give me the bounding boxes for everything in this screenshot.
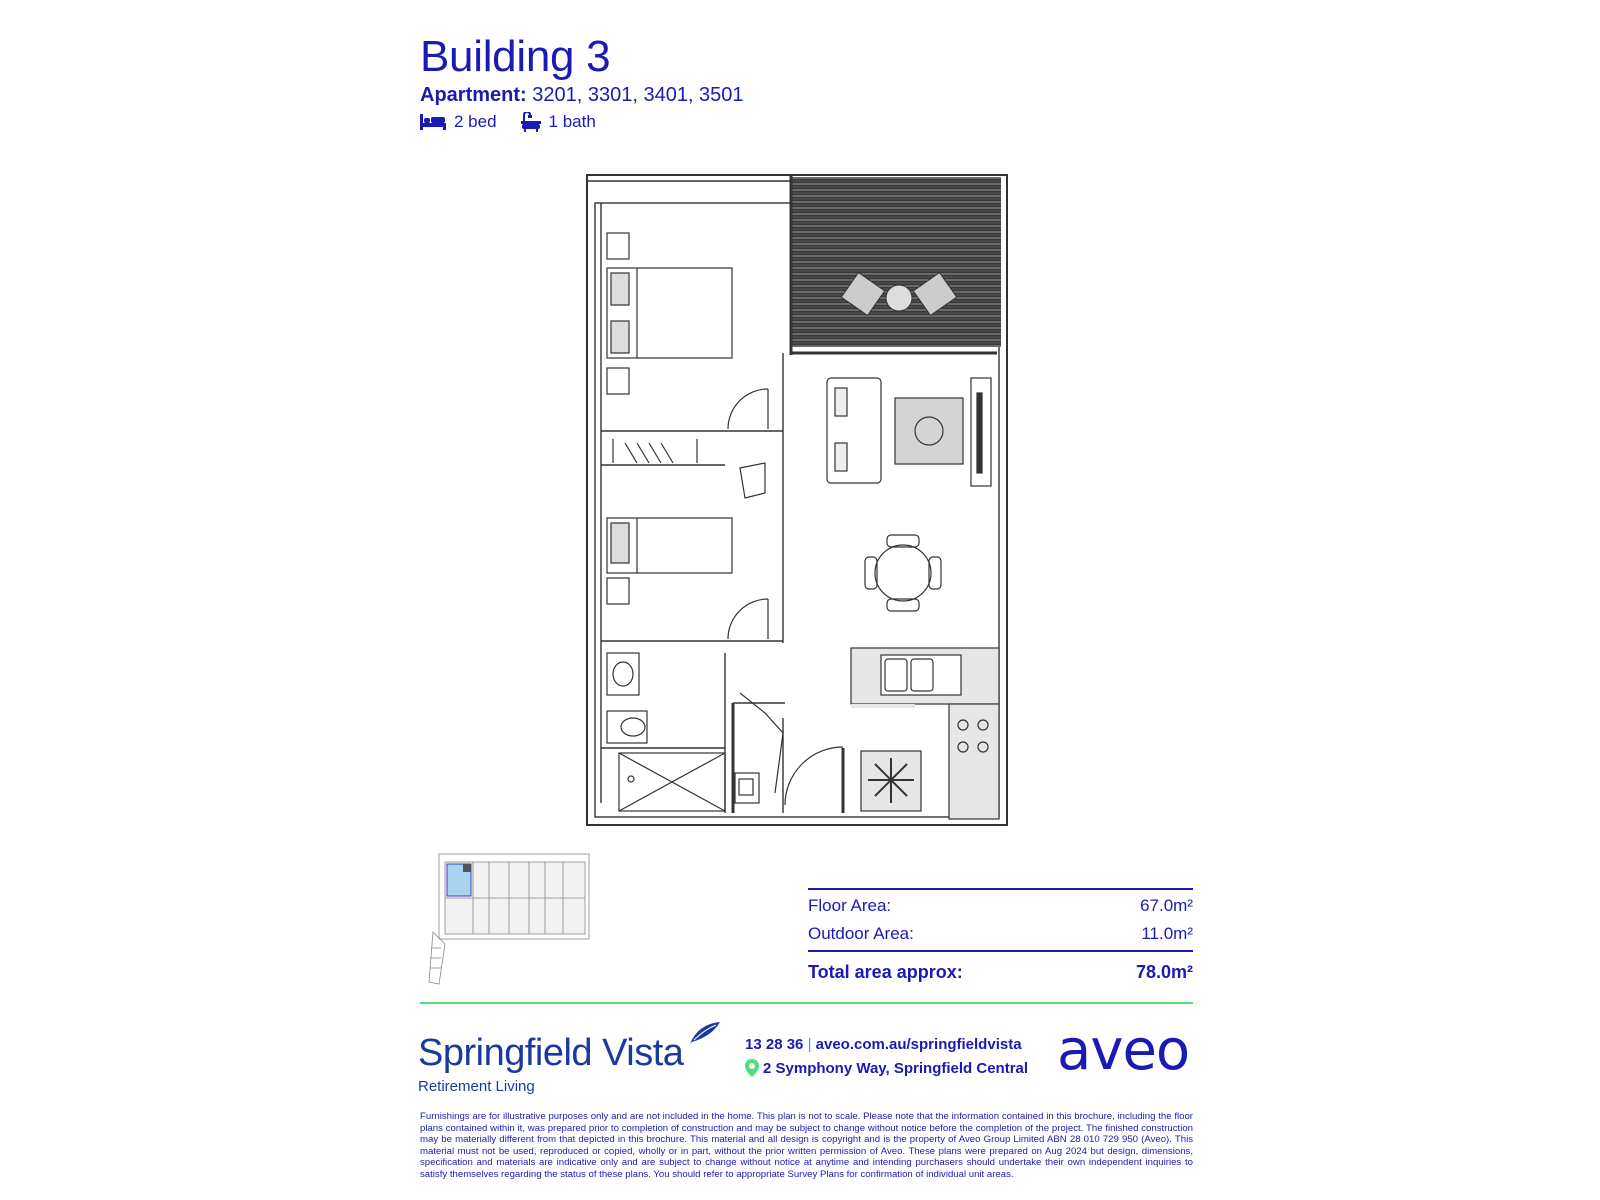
dining-table (865, 535, 941, 611)
brand-subtitle: Retirement Living (418, 1078, 535, 1095)
double-bed (607, 268, 732, 358)
location-pin-icon (745, 1059, 759, 1077)
floor-area-value: 67.0m² (1140, 896, 1193, 915)
wardrobe (613, 439, 697, 463)
total-area-label: Total area approx: (808, 962, 963, 982)
fridge (861, 751, 921, 811)
bedroom-2 (607, 463, 768, 639)
total-area-value: 78.0m² (1135, 962, 1193, 982)
balcony (791, 175, 1001, 355)
living-area (827, 378, 991, 611)
apartment-line (420, 84, 744, 107)
entry-door-swing (785, 747, 843, 805)
single-bed (607, 518, 732, 573)
floor-area-row (808, 890, 1193, 918)
page-title: Building 3 (420, 32, 611, 81)
address-line (745, 1059, 1028, 1077)
laundry-tub (735, 773, 759, 803)
bath-count: 1 bath (548, 112, 596, 131)
site-key-plan (425, 852, 595, 987)
contact-line (745, 1036, 1022, 1053)
website-link[interactable]: aveo.com.au/springfieldvista (815, 1036, 1022, 1053)
phone-number: 13 28 36 (745, 1036, 804, 1053)
apartment-numbers: 3201, 3301, 3401, 3501 (532, 84, 744, 106)
address-text: 2 Symphony Way, Springfield Central (763, 1059, 1029, 1077)
balcony-table (886, 285, 912, 311)
bathtub-icon (521, 112, 541, 132)
aveo-logo: aveo (1057, 1018, 1190, 1083)
brand-name: Springfield Vista (418, 1032, 684, 1074)
shower (619, 753, 725, 811)
disclaimer-text: Furnishings are for illustrative purposes only and are not included in the home. This plan is not to scale. Please note that the information contained in this brochure, including the floor plans contained within it, was prepared prior to completion of construction and may be subject to change without notice before the completion of the project. The finished construction may be materially different from that depicted in this brochure. This material and all design is copyright and is the property of Aveo Group Limited ABN 28 010 729 950 (Aveo). This material must not be used, reproduced or copied, wholly or in part, without the prior written permission of Aveo. These plans were prepared on Aug 2024 but design, dimensions, specification and materials are indicative only and are subject to change without notice at anytime and intending purchasers should undertake their own independent inquiries to satisfy themselves regarding the status of these plans. You should refer to appropriate Survey Plans for confirmation of individual unit areas. (420, 1111, 1193, 1180)
tv-unit (971, 378, 991, 486)
bathroom (607, 653, 783, 811)
kitchen (785, 648, 999, 819)
bed-icon (420, 114, 446, 130)
leaf-logo-icon (688, 1020, 722, 1046)
bedroom-1 (607, 233, 768, 463)
floor-area-label: Floor Area: (808, 896, 892, 915)
sink (881, 655, 961, 695)
footer-divider (420, 1002, 1193, 1004)
outdoor-area-label: Outdoor Area: (808, 924, 914, 943)
sofa (827, 378, 881, 483)
bed-bath-summary (420, 112, 602, 132)
bed-count: 2 bed (454, 112, 497, 131)
area-table (808, 888, 1193, 984)
apartment-label: Apartment: (420, 84, 527, 106)
coffee-table (895, 398, 963, 464)
outdoor-area-value: 11.0m² (1141, 924, 1193, 943)
floor-plan-drawing (585, 173, 1025, 833)
outdoor-area-row (808, 918, 1193, 948)
contact-separator: | (807, 1036, 812, 1053)
total-area-row (808, 952, 1193, 984)
